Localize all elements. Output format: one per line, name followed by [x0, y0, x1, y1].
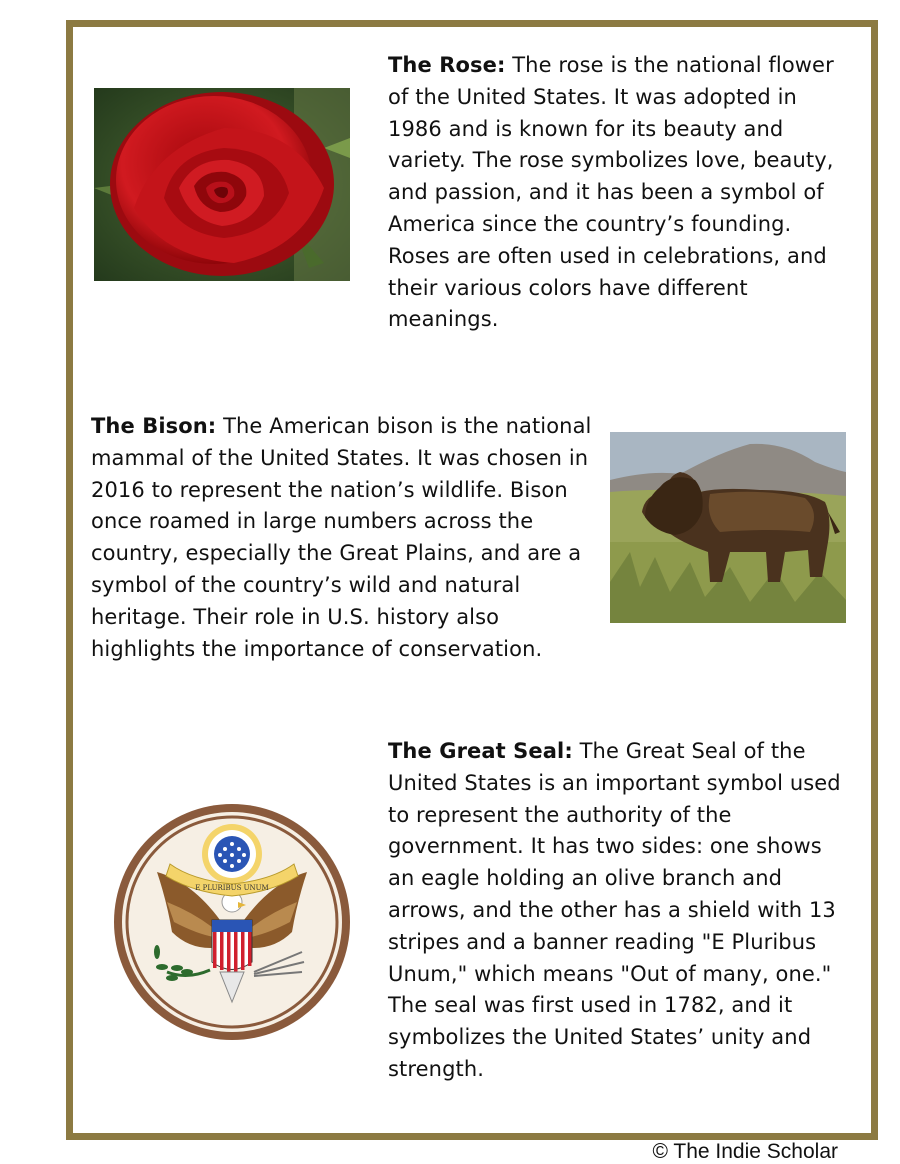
bison-description: The American bison is the national mammal of the United States. It was chosen in 2016 to represent the nation’s wildlife. Bison once roamed in large numbers across the country, especially the Great Plains, and are a symbol of the country’s wild and natural heritage. Their role in U.S. history also highlights the importance of conservation.	[91, 414, 592, 661]
rose-photo	[94, 88, 350, 281]
copyright-notice: © The Indie Scholar	[652, 1140, 838, 1163]
seal-description: The Great Seal of the United States is an important symbol used to represent the authority of the government. It has two sides: one shows an eagle holding an olive branch and arrows, and the other has a shield with 13 stripes and a banner reading "E Pluribus Unum," which means "Out of many, one." The seal was first used in 1782, and it symbolizes the United States’ unity and strength.	[388, 739, 841, 1081]
seal-title: The Great Seal:	[388, 739, 573, 763]
rose-section	[388, 50, 848, 336]
bison-section	[91, 411, 596, 665]
seal-banner-text: E PLURIBUS UNUM	[195, 884, 269, 892]
rose-description: The rose is the national flower of the United States. It was adopted in 1986 and is known for its beauty and variety. The rose symbolizes love, beauty, and passion, and it has been a symbol of America since the country’s founding. Roses are often used in celebrations, and their various colors have different meanings.	[388, 53, 834, 332]
seal-section	[388, 736, 848, 1086]
rose-title: The Rose:	[388, 53, 506, 77]
bison-title: The Bison:	[91, 414, 217, 438]
bison-photo	[610, 432, 846, 623]
great-seal-emblem	[112, 802, 352, 1042]
